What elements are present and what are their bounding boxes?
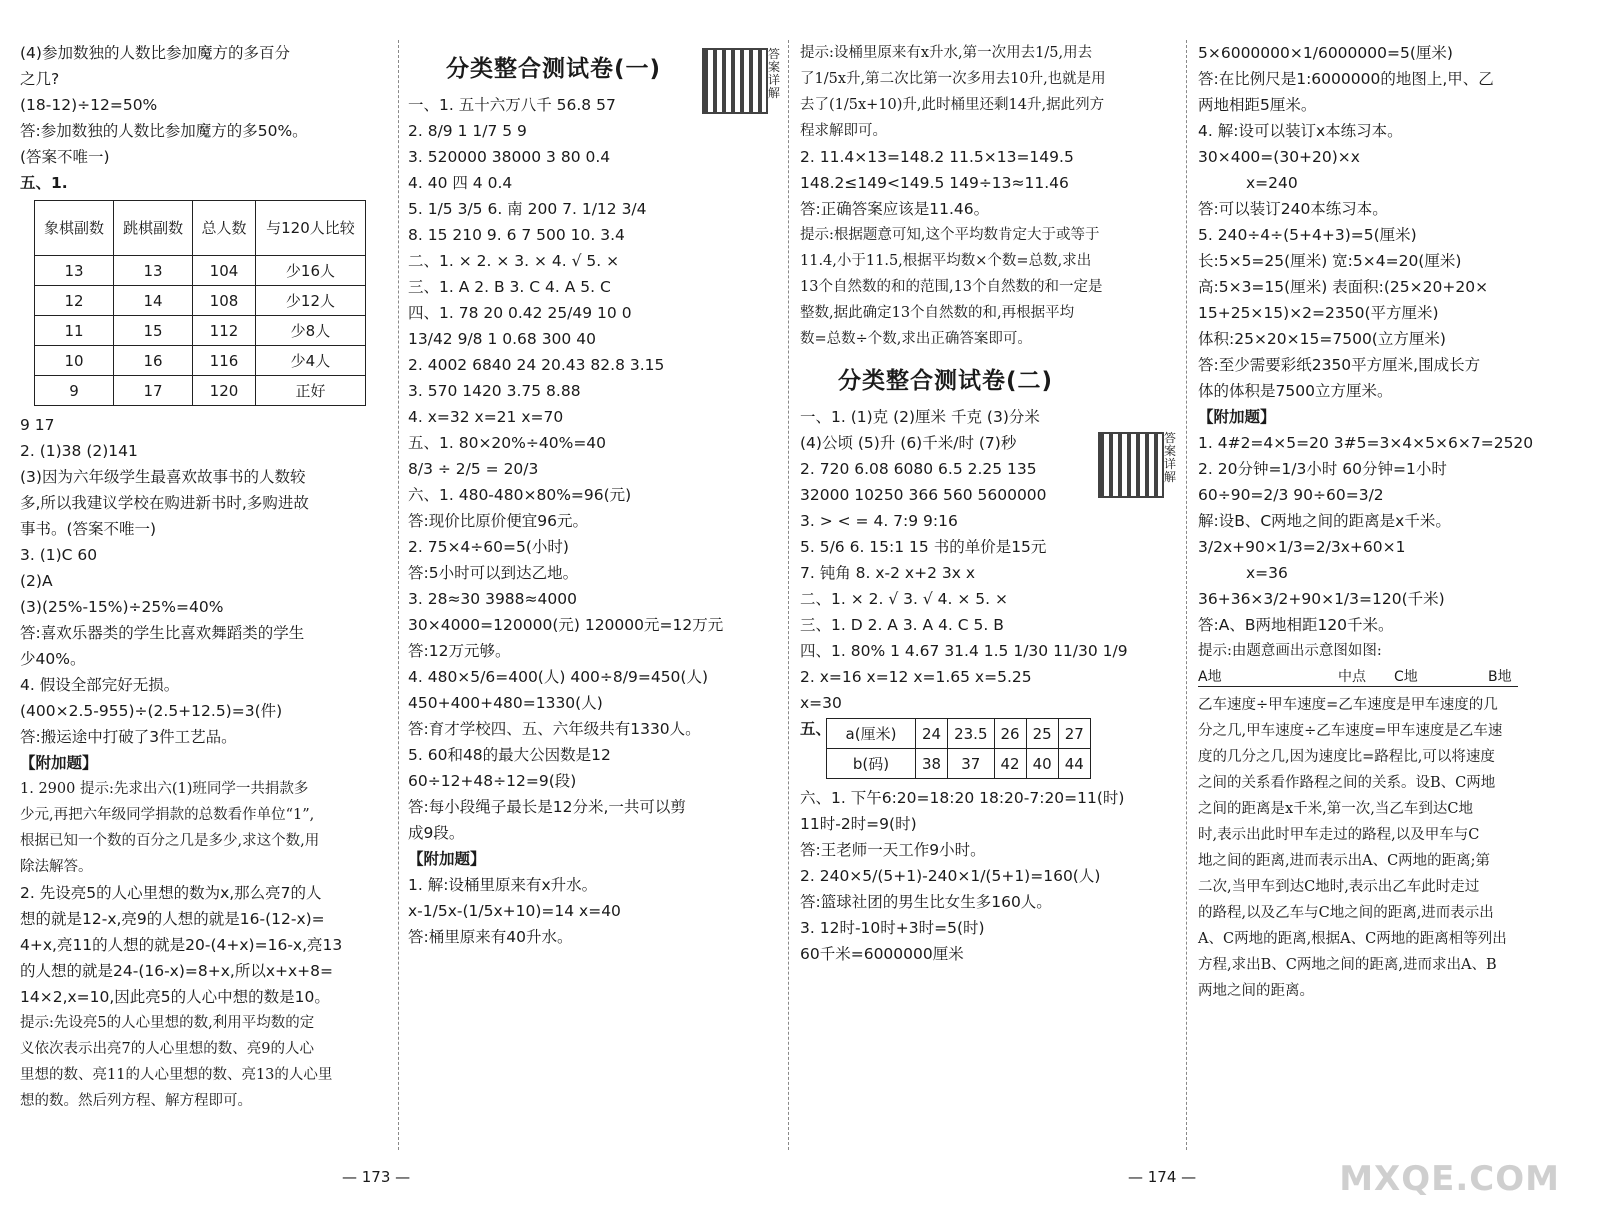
text-line: x=30 [800,694,842,712]
text-line: 5×6000000×1/6000000=5(厘米) [1198,44,1453,62]
text-line: 2. x=16 x=12 x=1.65 x=5.25 [800,668,1032,686]
text-line: 答:至少需要彩纸2350平方厘米,围成长方 [1198,356,1481,374]
text-line: 整数,据此确定13个自然数的和,再根据平均 [800,305,1075,321]
diagram-label-mid: 中点 [1338,669,1366,685]
text-line: 答:在比例尺是1:6000000的地图上,甲、乙 [1198,70,1494,88]
text-line: 五、1. 80×20%÷40%=40 [408,434,607,452]
text-line: (3)因为六年级学生最喜欢故事书的人数较 [20,468,306,486]
qr-label: 答案详解 [1164,431,1177,484]
table-cell: 12 [35,286,114,316]
table-cell: 25 [1026,719,1058,749]
chess-table [34,200,366,406]
text-line: 四、1. 78 20 0.42 25/49 10 0 [408,304,632,322]
table-row [827,749,1091,779]
table-cell: 116 [193,346,256,376]
test-paper-title: 分类整合测试卷(一) [446,56,662,82]
text-line: 除法解答。 [20,859,93,875]
table-cell: 104 [193,256,256,286]
text-line: 之间的关系看作路程之间的关系。设B、C两地 [1198,775,1496,791]
qr-label: 答案详解 [768,47,781,100]
text-line: 少40%。 [20,650,86,668]
text-line: 答:桶里原来有40升水。 [408,928,573,946]
text-line: 答:现价比原价便宜96元。 [408,512,588,530]
table-cell: 37 [948,749,994,779]
test-paper-title: 分类整合测试卷(二) [838,368,1054,394]
text-line: 2. 720 6.08 6080 6.5 2.25 135 [800,460,1037,478]
column-divider [398,40,399,1150]
text-line: 的人想的就是24-(16-x)=8+x,所以x+x+8= [20,962,334,980]
text-line: 3. (1)C 60 [20,546,98,564]
column-divider [788,40,789,1150]
text-line: 四、1. 80% 1 4.67 31.4 1.5 1/30 11/30 1/9 [800,642,1128,660]
table-cell: 少8人 [255,316,365,346]
table-cell: 少4人 [255,346,365,376]
table-cell: 40 [1026,749,1058,779]
text-line: 之几? [20,70,60,88]
text-line: 14×2,x=10,因此亮5的人心中想的数是10。 [20,988,330,1006]
text-line: 提示:根据题意可知,这个平均数肯定大于或等于 [800,227,1100,243]
text-line: 六、1. 下午6:20=18:20 18:20-7:20=11(时) [800,789,1125,807]
text-line: 5. 240÷4÷(5+4+3)=5(厘米) [1198,226,1417,244]
text-line: 5. 5/6 6. 15:1 15 书的单价是15元 [800,538,1047,556]
table-cell: 16 [114,346,193,376]
text-line: 5. 60和48的最大公因数是12 [408,746,611,764]
text-line: 答:A、B两地相距120千米。 [1198,616,1394,634]
text-line: 方程,求出B、C两地之间的距离,进而求出A、B [1198,957,1497,973]
text-line: 2. 先设亮5的人心里想的数为x,那么亮7的人 [20,884,322,902]
table-header: 总人数 [193,201,256,256]
diagram-line [1198,686,1518,687]
text-line: 答:每小段绳子最长是12分米,一共可以剪 [408,798,686,816]
text-line: x-1/5x-(1/5x+10)=14 x=40 [408,902,621,920]
text-line: 之间的距离是x千米,第一次,当乙车到达C地 [1198,801,1473,817]
text-line: (4)参加数独的人数比参加魔方的多百分 [20,44,290,62]
text-line: (2)A [20,572,53,590]
text-line: 答:育才学校四、五、六年级共有1330人。 [408,720,701,738]
text-line: 答:王老师一天工作9小时。 [800,841,986,859]
text-line: 3. 570 1420 3.75 8.88 [408,382,581,400]
table-cell: 13 [114,256,193,286]
table-cell: 112 [193,316,256,346]
text-line: (3)(25%-15%)÷25%=40% [20,598,224,616]
table-cell: 42 [994,749,1026,779]
text-line: 高:5×3=15(厘米) 表面积:(25×20+20× [1198,278,1489,296]
text-line: 4. x=32 x=21 x=70 [408,408,564,426]
text-line: 两地相距5厘米。 [1198,96,1317,114]
text-line: 60÷90=2/3 90÷60=3/2 [1198,486,1384,504]
text-line: 答:参加数独的人数比参加魔方的多50%。 [20,122,308,140]
text-line: 3. 28≈30 3988≈4000 [408,590,577,608]
text-line: 4. 解:设可以装订x本练习本。 [1198,122,1403,140]
table-cell: a(厘米) [827,719,916,749]
text-line: 36+36×3/2+90×1/3=120(千米) [1198,590,1445,608]
text-line: 两地之间的距离。 [1198,983,1314,999]
text-line: 30×4000=120000(元) 120000元=12万元 [408,616,724,634]
text-line: 3. > < = 4. 7:9 9:16 [800,512,958,530]
text-line: 13个自然数的和的范围,13个自然数的和一定是 [800,279,1103,295]
text-line: 答:喜欢乐器类的学生比喜欢舞蹈类的学生 [20,624,305,642]
table-row [35,316,366,346]
text-line: 去了(1/5x+10)升,此时桶里还剩14升,据此列方 [800,97,1105,113]
text-line: 数=总数÷个数,求出正确答案即可。 [800,331,1032,347]
page-number-right: — 174 — [1128,1168,1197,1186]
table-header: 与120人比较 [255,201,365,256]
text-line: (18-12)÷12=50% [20,96,158,114]
text-line: 乙车速度÷甲车速度=乙车速度是甲车速度的几 [1198,697,1498,713]
text-line: 六、1. 480-480×80%=96(元) [408,486,632,504]
text-line: 答:12万元够。 [408,642,511,660]
text-line: (答案不唯一) [20,148,110,166]
text-line: 答:篮球社团的男生比女生多160人。 [800,893,1052,911]
text-line: 450+400+480=1330(人) [408,694,603,712]
table-header: 跳棋副数 [114,201,193,256]
text-line: 成9段。 [408,824,465,842]
table-cell: 26 [994,719,1026,749]
text-line: 2. 75×4÷60=5(小时) [408,538,569,556]
text-line: 体的体积是7500立方厘米。 [1198,382,1393,400]
text-line: (400×2.5-955)÷(2.5+12.5)=3(件) [20,702,283,720]
text-line: 32000 10250 366 560 5600000 [800,486,1047,504]
text-line: 提示:设桶里原来有x升水,第一次用去1/5,用去 [800,45,1093,61]
text-line: 长:5×5=25(厘米) 宽:5×4=20(厘米) [1198,252,1462,270]
text-line: 三、1. A 2. B 3. C 4. A 5. C [408,278,611,296]
text-line: 60÷12+48÷12=9(段) [408,772,577,790]
text-line: 二、1. × 2. √ 3. √ 4. × 5. × [800,590,1009,608]
text-line: 2. (1)38 (2)141 [20,442,138,460]
text-line: 多,所以我建议学校在购进新书时,多购进故 [20,494,309,512]
text-line: 2. 20分钟=1/3小时 60分钟=1小时 [1198,460,1447,478]
text-line: 4+x,亮11的人想的就是20-(4+x)=16-x,亮13 [20,936,343,954]
text-line: 二、1. × 2. × 3. × 4. √ 5. × [408,252,620,270]
diagram-label-c: C地 [1394,669,1418,685]
text-line: 60千米=6000000厘米 [800,945,964,963]
table-cell: 少12人 [255,286,365,316]
text-line: 二次,当甲车到达C地时,表示出乙车此时走过 [1198,879,1480,895]
table-cell: 17 [114,376,193,406]
text-line: 8/3 ÷ 2/5 = 20/3 [408,460,539,478]
text-line: x=36 [1246,564,1288,582]
text-line: 根据已知一个数的百分之几是多少,求这个数,用 [20,833,320,849]
text-line: 7. 钝角 8. x-2 x+2 3x x [800,564,975,582]
table-cell: 14 [114,286,193,316]
text-line: A、C两地的距离,根据A、C两地的距离相等列出 [1198,931,1507,947]
text-line: 148.2≤149<149.5 149÷13≈11.46 [800,174,1069,192]
qr-code-icon[interactable] [1098,432,1164,498]
text-line: 一、1. (1)克 (2)厘米 千克 (3)分米 [800,408,1040,426]
section-label: 【附加题】 [20,754,98,772]
measure-table [826,718,1091,779]
table-cell: 23.5 [948,719,994,749]
table-cell: 11 [35,316,114,346]
table-cell: 15 [114,316,193,346]
text-line: 2. 11.4×13=148.2 11.5×13=149.5 [800,148,1074,166]
table-header: 象棋副数 [35,201,114,256]
text-line: 13/42 9/8 1 0.68 300 40 [408,330,596,348]
text-line: (4)公顷 (5)升 (6)千米/时 (7)秒 [800,434,1017,452]
text-line: 11.4,小于11.5,根据平均数×个数=总数,求出 [800,253,1092,269]
column-2 [408,40,780,950]
text-line: 答:正确答案应该是11.46。 [800,200,990,218]
text-line: 地之间的距离,进而表示出A、C两地的距离;第 [1198,853,1491,869]
text-line: 3. 12时-10时+3时=5(时) [800,919,985,937]
table-cell: 正好 [255,376,365,406]
text-line: 3. 520000 38000 3 80 0.4 [408,148,611,166]
text-line: 1. 4#2=4×5=20 3#5=3×4×5×6×7=2520 [1198,434,1534,452]
column-1 [20,40,392,1114]
text-line: 2. 8/9 1 1/7 5 9 [408,122,527,140]
table-cell: 120 [193,376,256,406]
text-line: 5. 1/5 3/5 6. 南 200 7. 1/12 3/4 [408,200,647,218]
table-cell: 少16人 [255,256,365,286]
table-row [35,376,366,406]
text-line: x=240 [1246,174,1298,192]
text-line: 9 17 [20,416,55,434]
text-line: 事书。(答案不唯一) [20,520,157,538]
section-label: 【附加题】 [408,850,486,868]
text-line: 答:搬运途中打破了3件工艺品。 [20,728,237,746]
text-line: 1. 解:设桶里原来有x升水。 [408,876,598,894]
section-label: 五、 [800,720,832,738]
table-cell: 24 [916,719,948,749]
table-cell: 38 [916,749,948,779]
table-cell: 44 [1058,749,1090,779]
column-4 [1198,40,1570,1004]
section-label: 【附加题】 [1198,408,1276,426]
qr-code-icon[interactable] [702,48,768,114]
text-line: 30×400=(30+20)×x [1198,148,1360,166]
text-line: 1. 2900 提示:先求出六(1)班同学一共捐款多 [20,781,309,797]
table-row [35,346,366,376]
page-number-left: — 173 — [342,1168,411,1186]
text-line: 4. 480×5/6=400(人) 400÷8/9=450(人) [408,668,709,686]
column-3 [800,40,1172,967]
text-line: 2. 4002 6840 24 20.43 82.8 3.15 [408,356,665,374]
text-line: 少元,再把六年级同学捐款的总数看作单位“1”, [20,807,315,823]
text-line: 提示:由题意画出示意图如图: [1198,643,1382,659]
table-cell: 13 [35,256,114,286]
table-cell: 108 [193,286,256,316]
text-line: 提示:先设亮5的人心里想的数,利用平均数的定 [20,1015,315,1031]
text-line: 8. 15 210 9. 6 7 500 10. 3.4 [408,226,625,244]
text-line: 4. 40 四 4 0.4 [408,174,513,192]
text-line: 一、1. 五十六万八千 56.8 57 [408,96,616,114]
text-line: 程求解即可。 [800,123,887,139]
text-line: 体积:25×20×15=7500(立方厘米) [1198,330,1446,348]
text-line: 里想的数、亮11的人心里想的数、亮13的人心里 [20,1067,333,1083]
text-line: 义依次表示出亮7的人心里想的数、亮9的人心 [20,1041,314,1057]
table-cell: b(码) [827,749,916,779]
text-line: 11时-2时=9(时) [800,815,917,833]
text-line: 想的数。然后列方程、解方程即可。 [20,1093,252,1109]
text-line: 了1/5x升,第二次比第一次多用去10升,也就是用 [800,71,1106,87]
text-line: 解:设B、C两地之间的距离是x千米。 [1198,512,1451,530]
text-line: 的路程,以及乙车与C地之间的距离,进而表示出 [1198,905,1494,921]
table-cell: 9 [35,376,114,406]
table-row [35,286,366,316]
diagram-label-b: B地 [1488,669,1512,685]
table-row [827,719,1091,749]
table-row [35,256,366,286]
watermark: MXQE.COM [1339,1159,1560,1199]
section-label: 五、1. [20,174,68,192]
text-line: 答:可以装订240本练习本。 [1198,200,1388,218]
text-line: 度的几分之几,因为速度比=路程比,可以将速度 [1198,749,1495,765]
text-line: 3/2x+90×1/3=2/3x+60×1 [1198,538,1406,556]
text-line: 时,表示出此时甲车走过的路程,以及甲车与C [1198,827,1480,843]
text-line: 答:5小时可以到达乙地。 [408,564,579,582]
text-line: 想的就是12-x,亮9的人想的就是16-(12-x)= [20,910,325,928]
text-line: 三、1. D 2. A 3. A 4. C 5. B [800,616,1004,634]
table-cell: 27 [1058,719,1090,749]
text-line: 2. 240×5/(5+1)-240×1/(5+1)=160(人) [800,867,1101,885]
diagram-label-a: A地 [1198,669,1222,685]
text-line: 分之几,甲车速度÷乙车速度=甲车速度是乙车速 [1198,723,1503,739]
table-cell: 10 [35,346,114,376]
text-line: 4. 假设全部完好无损。 [20,676,180,694]
route-diagram [1198,664,1570,692]
column-divider [1186,40,1187,1150]
text-line: 15+25×15)×2=2350(平方厘米) [1198,304,1439,322]
